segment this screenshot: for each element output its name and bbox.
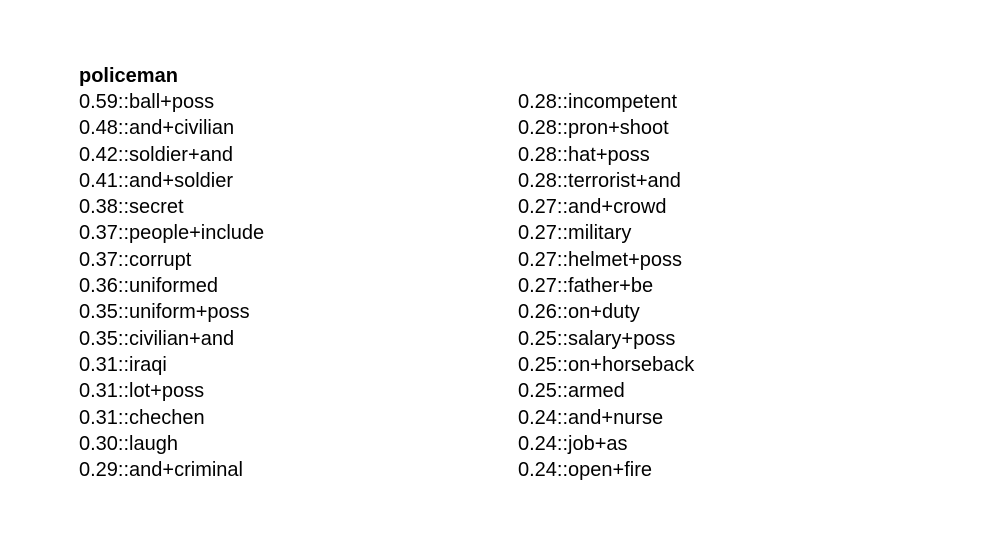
list-item: 0.37::corrupt <box>79 248 192 271</box>
list-item: 0.29::and+criminal <box>79 459 243 482</box>
list-item: 0.37::people+include <box>79 222 265 245</box>
list-item: 0.25::armed <box>518 380 625 403</box>
list-item: 0.48::and+civilian <box>79 117 235 140</box>
list-item: 0.36::uniformed <box>79 275 218 298</box>
list-item: 0.24::open+fire <box>518 459 652 482</box>
list-item: 0.28::incompetent <box>518 91 677 113</box>
score-list-right <box>518 89 694 483</box>
list-item: 0.38::secret <box>79 196 184 219</box>
list-item: 0.25::on+horseback <box>518 353 695 376</box>
list-item: 0.28::terrorist+and <box>518 169 681 192</box>
list-item: 0.41::and+soldier <box>79 169 234 192</box>
list-item: 0.31::chechen <box>79 406 205 429</box>
list-item: 0.27::and+crowd <box>518 196 667 219</box>
list-item: 0.30::laugh <box>79 432 178 455</box>
list-item: 0.35::uniform+poss <box>79 301 250 324</box>
list-item: 0.27::helmet+poss <box>518 248 682 271</box>
list-item: 0.27::military <box>518 222 632 245</box>
list-item: 0.24::job+as <box>518 432 628 455</box>
list-item: 0.28::pron+shoot <box>518 117 669 140</box>
list-item: 0.31::iraqi <box>79 353 167 376</box>
list-item: 0.24::and+nurse <box>518 406 664 429</box>
list-item: 0.31::lot+poss <box>79 380 205 403</box>
list-item: 0.26::on+duty <box>518 301 640 324</box>
page-title: policeman <box>79 65 178 87</box>
list-item: 0.42::soldier+and <box>79 143 234 166</box>
list-item: 0.35::civilian+and <box>79 327 235 350</box>
list-item: 0.59::ball+poss <box>79 91 215 113</box>
list-item: 0.28::hat+poss <box>518 143 650 166</box>
list-item: 0.27::father+be <box>518 275 654 298</box>
list-item: 0.25::salary+poss <box>518 327 676 350</box>
score-list-left <box>79 89 264 483</box>
